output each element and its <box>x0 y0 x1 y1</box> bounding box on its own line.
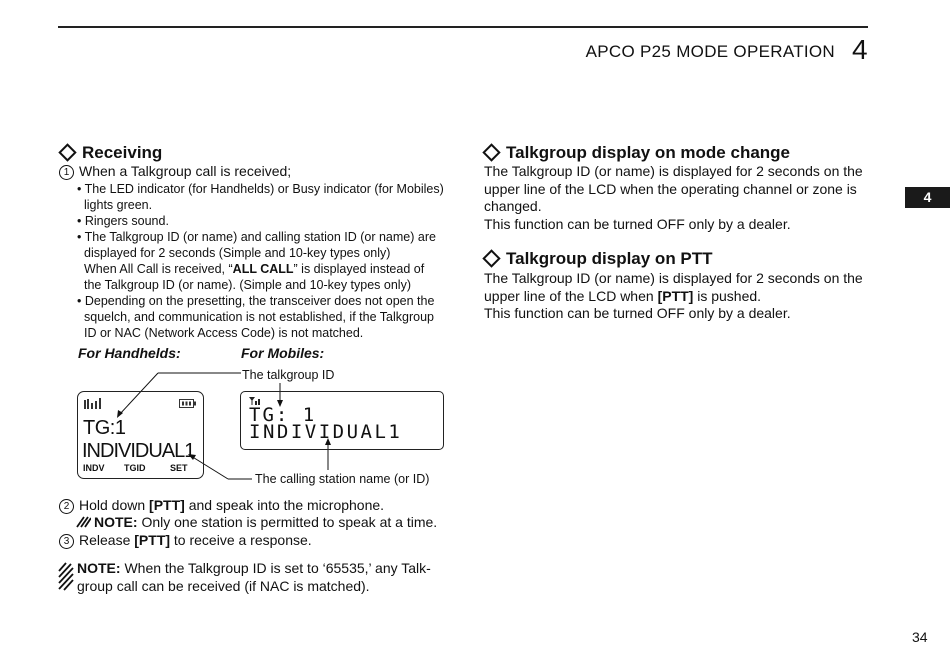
signal-icon <box>84 397 102 409</box>
note-icon <box>76 516 91 528</box>
list-item: the Talkgroup ID (or name). (Simple and 10-key types only) <box>84 278 412 292</box>
mode-change-paragraph: The Talkgroup ID (or name) is displayed for 2 seconds on the upper line of the LCD when the operating channel or zone is changed. This function can be turned OFF only by a dealer. <box>484 163 863 232</box>
mobile-lcd <box>240 391 444 450</box>
label-mobiles: For Mobiles: <box>241 345 325 361</box>
note-icon <box>58 562 74 592</box>
note-1: NOTE: Only one station is permitted to speak at a time. <box>76 514 437 532</box>
list-item: lights green. <box>84 198 153 212</box>
list-item: • Ringers sound. <box>77 214 169 228</box>
label-handhelds: For Handhelds: <box>78 345 181 361</box>
softkey-label: SET <box>170 463 188 473</box>
section-title: APCO P25 MODE OPERATION <box>585 42 835 61</box>
ptt-heading: Talkgroup display on PTT <box>482 249 713 269</box>
lcd-line-1: TG:1 <box>83 417 126 439</box>
list-item: • The LED indicator (for Handhelds) or Busy indicator (for Mobiles) <box>77 182 444 196</box>
mode-change-heading: Talkgroup display on mode change <box>482 143 790 163</box>
softkey-label: INDV <box>83 463 105 473</box>
step-1: 1 When a Talkgroup call is received; <box>59 163 291 181</box>
battery-icon <box>179 399 196 408</box>
step-2: 2 Hold down [PTT] and speak into the microphone. <box>59 497 384 515</box>
list-item: squelch, and communication is not established, if the Talkgroup <box>84 310 434 324</box>
receiving-heading: Receiving <box>58 143 162 163</box>
step-3: 3 Release [PTT] to receive a response. <box>59 532 312 550</box>
page-number: 34 <box>912 629 928 645</box>
list-item: • The Talkgroup ID (or name) and calling station ID (or name) are <box>77 230 436 244</box>
diamond-icon <box>482 249 500 267</box>
list-item: displayed for 2 seconds (Simple and 10-key types only) <box>84 246 391 260</box>
step-number: 2 <box>59 499 74 514</box>
softkey-label: TGID <box>124 463 146 473</box>
step-number: 3 <box>59 534 74 549</box>
list-item: • Depending on the presetting, the transceiver does not open the <box>77 294 435 308</box>
lcd-line-1: TG: 1 <box>249 404 317 426</box>
list-item: When All Call is received, “ALL CALL” is displayed instead of <box>84 262 425 276</box>
step-number: 1 <box>59 165 74 180</box>
handheld-lcd <box>77 391 204 479</box>
callout-calling-station: The calling station name (or ID) <box>255 472 430 486</box>
ptt-paragraph: The Talkgroup ID (or name) is displayed for 2 seconds on the upper line of the LCD when [PTT] is pushed. This function can be turned OFF only by a dealer. <box>484 270 863 321</box>
note-2: NOTE: When the Talkgroup ID is set to ‘65535,’ any Talk- group call can be received (if NAC is matched). <box>77 560 431 594</box>
diamond-icon <box>482 143 500 161</box>
list-item: ID or NAC (Network Access Code) is not matched. <box>84 326 364 340</box>
chapter-number: 4 <box>852 34 868 65</box>
callout-talkgroup-id: The talkgroup ID <box>242 368 335 382</box>
chapter-tab: 4 <box>905 187 950 208</box>
lcd-line-2: INDIVIDUAL1 <box>82 440 195 462</box>
lcd-line-2: INDIVIDUAL1 <box>249 421 403 443</box>
